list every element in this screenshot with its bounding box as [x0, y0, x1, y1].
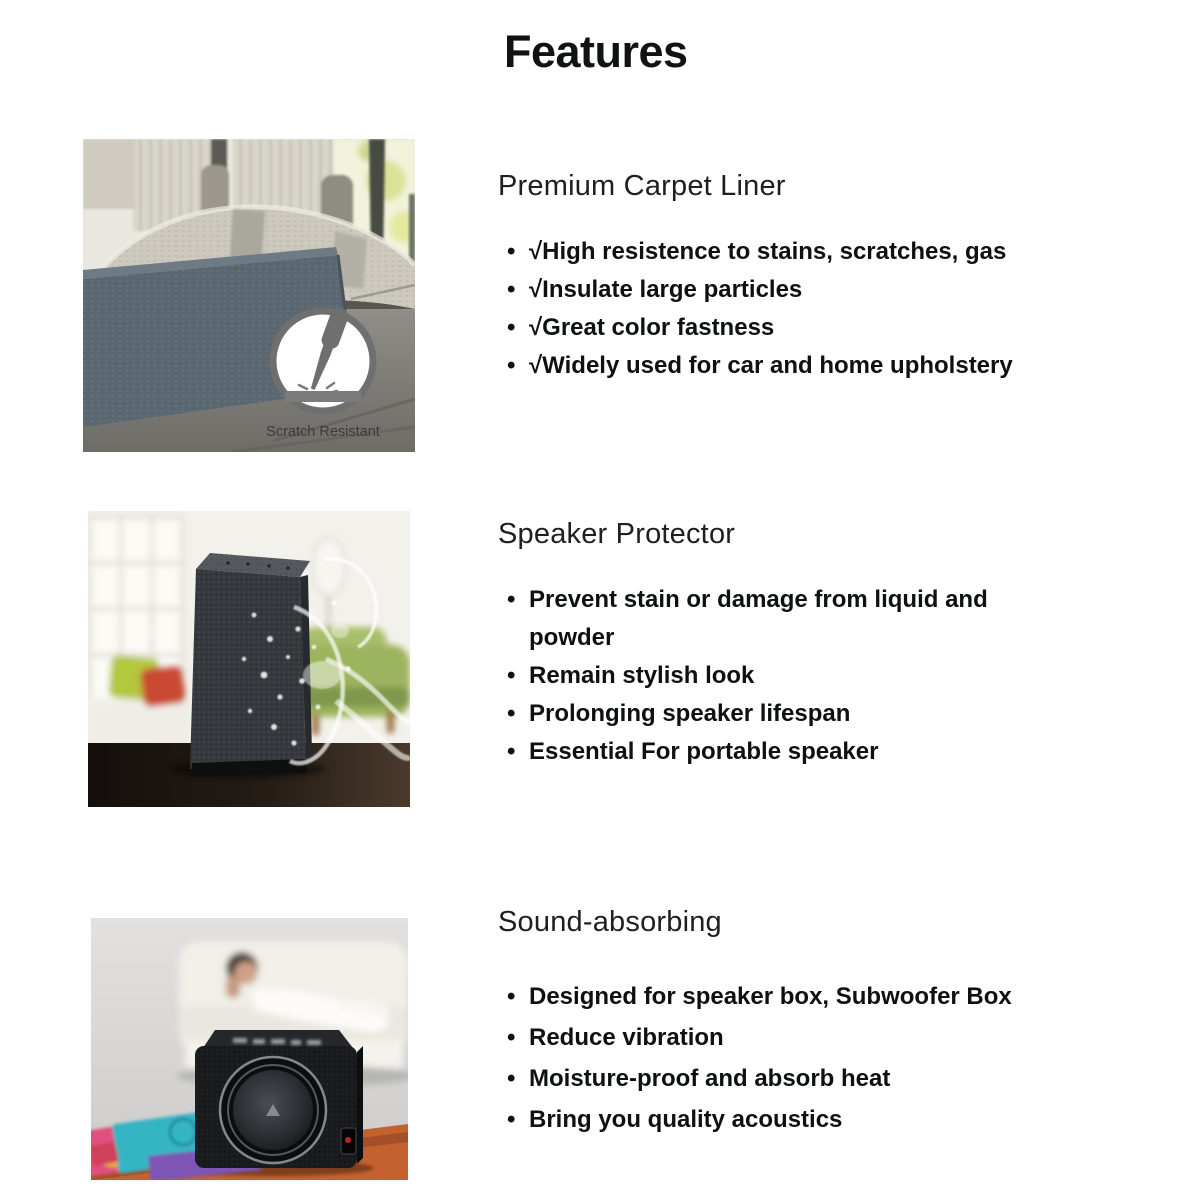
subwoofer-photo [91, 918, 408, 1180]
speaker-splash-photo [88, 511, 410, 807]
page-title: Features [504, 26, 688, 77]
car-seat-photo [83, 139, 415, 452]
speaker-protector-bullets [498, 581, 1058, 771]
sound-absorbing-bullets [498, 976, 1108, 1140]
bullet-item: • Essential For portable speaker [498, 733, 1058, 771]
carpet-liner-image [83, 139, 415, 452]
bullet-item: • √Insulate large particles [498, 271, 1108, 309]
subwoofer-box [195, 1030, 363, 1168]
bullet-item: • Reduce vibration [498, 1017, 1108, 1058]
bullet-item: • Prevent stain or damage from liquid and powder [498, 581, 1058, 657]
section-heading-sound-absorbing: Sound-absorbing [498, 906, 722, 938]
bullet-item: • Prolonging speaker lifespan [498, 695, 1058, 733]
bullet-item: • Bring you quality acoustics [498, 1099, 1108, 1140]
bullet-item: • √Widely used for car and home upholstery [498, 347, 1108, 385]
bullet-item: • Remain stylish look [498, 657, 1058, 695]
speaker-protector-image [88, 511, 410, 807]
scratch-resistant-label: Scratch Resistant [266, 424, 380, 440]
bullet-item: • Designed for speaker box, Subwoofer Box [498, 976, 1108, 1017]
premium-carpet-liner-bullets [498, 233, 1108, 385]
sound-absorbing-image [91, 918, 408, 1180]
bullet-item: • √High resistence to stains, scratches, gas [498, 233, 1108, 271]
section-heading-speaker-protector: Speaker Protector [498, 518, 736, 550]
section-heading-premium-carpet-liner: Premium Carpet Liner [498, 170, 786, 202]
scratch-resistant-icon [273, 305, 373, 411]
bullet-item: • Moisture-proof and absorb heat [498, 1058, 1108, 1099]
bullet-item: • √Great color fastness [498, 309, 1108, 347]
